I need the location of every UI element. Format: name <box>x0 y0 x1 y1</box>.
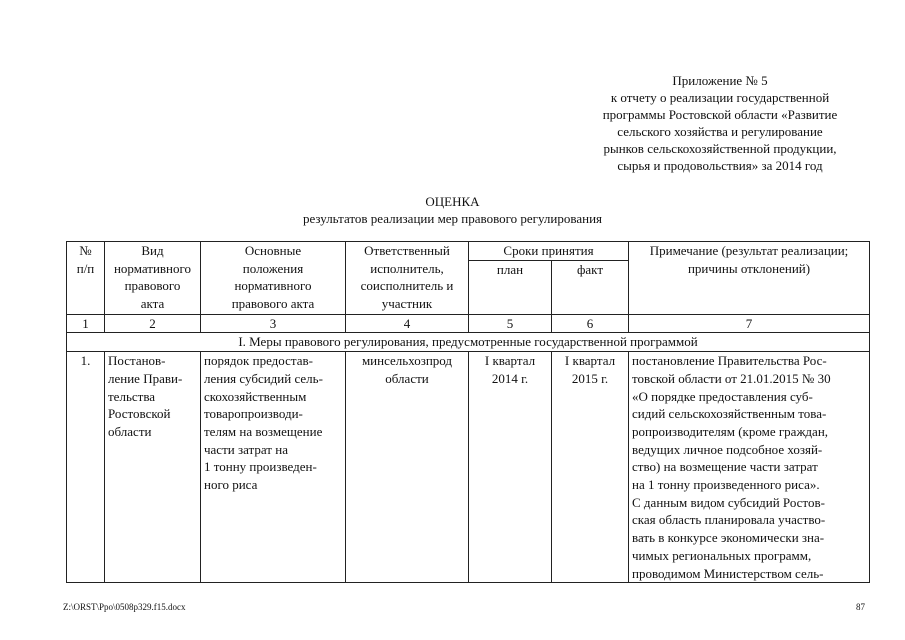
row-act-type <box>105 352 201 583</box>
header-line: п/п <box>76 260 95 276</box>
appendix-line: к отчету о реализации государственной <box>610 90 830 105</box>
assessment-table <box>66 241 870 583</box>
cell-line: Постанов- <box>108 353 166 369</box>
cell-line: минсельхозпрод <box>361 353 453 369</box>
cell-line: телям на возмещение <box>204 423 323 439</box>
header-fact: факт <box>552 260 629 314</box>
file-path: Z:\ORST\Ppo\0508p329.f15.docx <box>63 602 186 612</box>
cell-line: порядок предостав- <box>204 353 313 369</box>
column-number-row <box>67 314 870 333</box>
header-line: Примечание (результат реализации; <box>649 243 849 258</box>
header-act-type <box>105 242 201 315</box>
header-line: нормативного <box>113 260 192 276</box>
appendix-line: сельского хозяйства и регулирование <box>617 124 823 139</box>
cell-line: ного риса <box>204 477 258 493</box>
appendix-block <box>540 72 900 174</box>
header-adoption-terms: Сроки принятия <box>469 242 629 261</box>
row-note <box>629 352 870 583</box>
row-responsible <box>346 352 469 583</box>
cell-line: части затрат на <box>204 441 288 457</box>
cell-line: проводимом Министерством сель- <box>632 565 824 581</box>
row-plan <box>469 352 552 583</box>
header-line: участник <box>381 296 433 312</box>
header-line: соисполнитель и <box>360 278 454 294</box>
appendix-line: Приложение № 5 <box>672 73 768 88</box>
header-line: нормативного <box>234 278 312 294</box>
row-provisions <box>201 352 346 583</box>
section-row <box>67 333 870 352</box>
header-line: Основные <box>244 243 302 258</box>
header-row <box>67 242 870 261</box>
appendix-line: сырья и продовольствия» за 2014 год <box>617 158 823 173</box>
cell-line: «О порядке предоставления суб- <box>632 388 813 404</box>
cell-line: ропроизводителям (кроме граждан, <box>632 423 829 439</box>
cell-line: 1 тонну произведен- <box>204 459 317 475</box>
column-number: 2 <box>105 314 201 333</box>
header-line: правового <box>124 278 181 294</box>
document-title-block <box>0 193 905 227</box>
cell-line: товаропроизводи- <box>204 406 303 422</box>
cell-line: ведущих личное подсобное хозяй- <box>632 441 823 457</box>
header-plan: план <box>469 260 552 314</box>
column-number: 1 <box>67 314 105 333</box>
header-num <box>67 242 105 315</box>
cell-line: сидий сельскохозяйственным това- <box>632 406 827 422</box>
section-title: I. Меры правового регулирования, предусмотренные государственной программой <box>67 333 870 352</box>
header-responsible <box>346 242 469 315</box>
header-note <box>629 242 870 315</box>
column-number: 3 <box>201 314 346 333</box>
header-line: правового акта <box>231 296 315 312</box>
cell-line: области <box>108 423 152 439</box>
row-number: 1. <box>67 352 105 583</box>
cell-line: I квартал <box>484 353 536 369</box>
cell-line: на 1 тонну произведенного риса». <box>632 477 820 493</box>
cell-line: товской области от 21.01.2015 № 30 <box>632 370 831 386</box>
cell-line: ство) на возмещение части затрат <box>632 459 818 475</box>
cell-line: 2014 г. <box>491 370 529 386</box>
cell-line: I квартал <box>564 353 616 369</box>
column-number: 6 <box>552 314 629 333</box>
appendix-line: программы Ростовской области «Развитие <box>602 107 838 122</box>
cell-line: постановление Правительства Рос- <box>632 353 827 369</box>
cell-line: ская область планировала участво- <box>632 512 826 528</box>
column-number: 5 <box>469 314 552 333</box>
document-subtitle: результатов реализации мер правового регулирования <box>302 211 603 226</box>
row-fact <box>552 352 629 583</box>
header-line: исполнитель, <box>370 260 444 276</box>
cell-line: 2015 г. <box>571 370 609 386</box>
cell-line: скохозяйственным <box>204 388 307 404</box>
cell-line: Ростовской <box>108 406 171 422</box>
header-line: положения <box>242 260 304 276</box>
column-number: 7 <box>629 314 870 333</box>
document-title: ОЦЕНКА <box>425 194 480 209</box>
appendix-line: рынков сельскохозяйственной продукции, <box>603 141 837 156</box>
column-number: 4 <box>346 314 469 333</box>
header-line: причины отклонений) <box>687 260 811 276</box>
header-provisions <box>201 242 346 315</box>
cell-line: вать в конкурсе экономически зна- <box>632 530 825 546</box>
page-number: 87 <box>856 602 865 612</box>
header-line: акта <box>140 296 165 312</box>
cell-line: ления субсидий сель- <box>204 370 323 386</box>
cell-line: области <box>385 370 429 386</box>
cell-line: тельства <box>108 388 156 404</box>
cell-line: ление Прави- <box>108 370 183 386</box>
table-row <box>67 352 870 583</box>
header-line: Ответственный <box>364 243 450 258</box>
header-line: Вид <box>141 243 164 258</box>
header-line: № <box>79 243 92 258</box>
cell-line: чимых региональных программ, <box>632 547 812 563</box>
cell-line: С данным видом субсидий Ростов- <box>632 494 825 510</box>
